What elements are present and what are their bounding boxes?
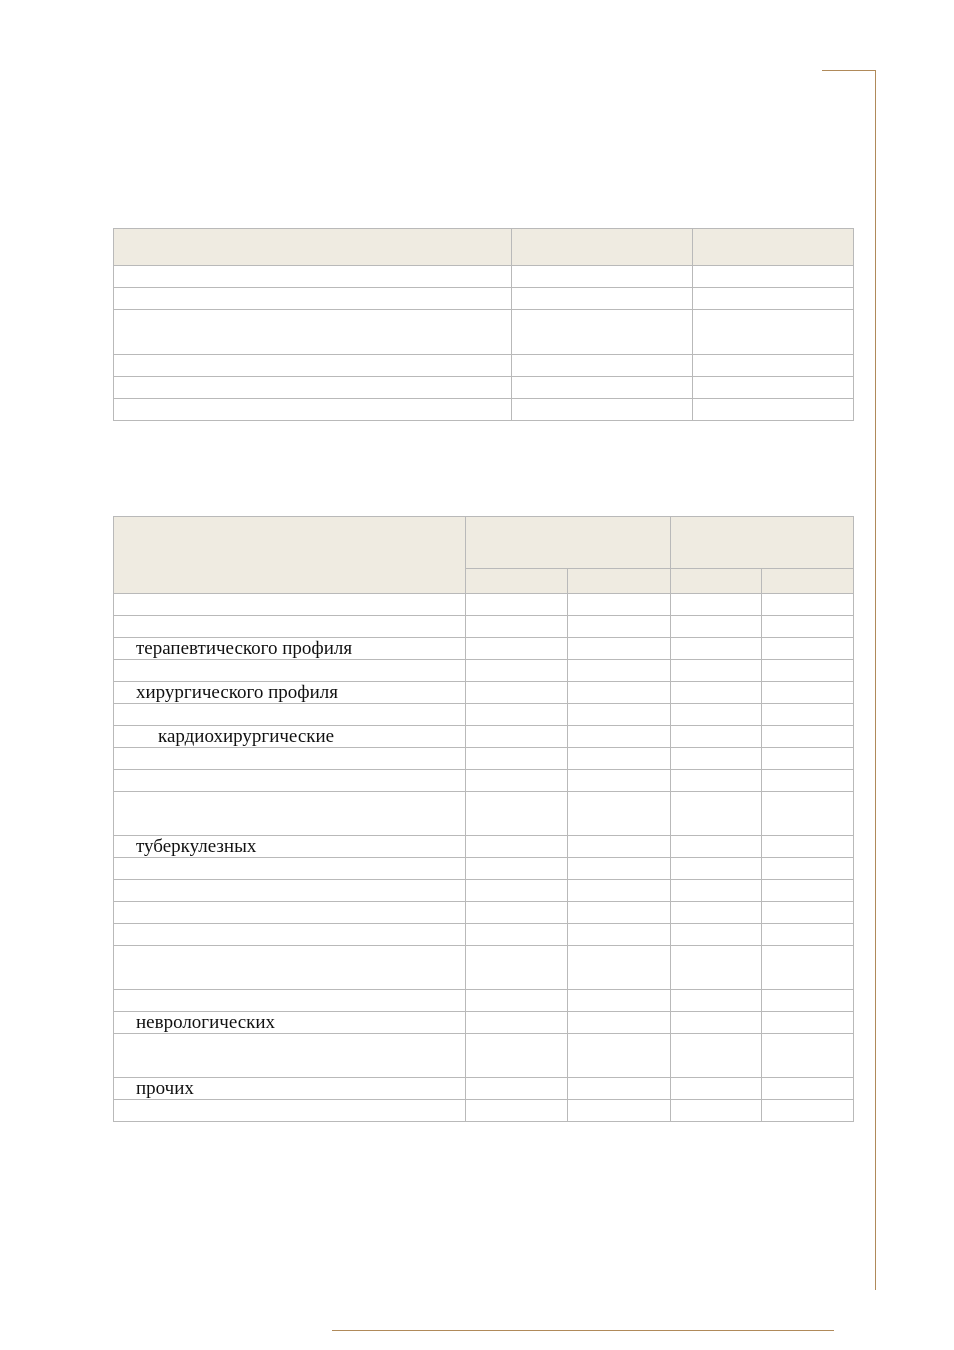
table-2-header-group xyxy=(466,517,671,569)
table-cell xyxy=(568,858,671,880)
frame-border-bottom xyxy=(332,1330,834,1331)
table-cell xyxy=(568,638,671,660)
table-cell xyxy=(762,836,854,858)
table-2-header-row-1 xyxy=(114,517,854,569)
row-label xyxy=(114,902,466,924)
table-cell xyxy=(671,660,762,682)
table-cell xyxy=(568,946,671,990)
row-label: терапевтического профиля xyxy=(114,638,466,660)
table-cell xyxy=(568,770,671,792)
table-cell xyxy=(568,902,671,924)
table-cell xyxy=(466,836,568,858)
table-row xyxy=(114,990,854,1012)
table-cell xyxy=(671,616,762,638)
table-cell xyxy=(466,990,568,1012)
frame-border-top xyxy=(822,70,876,71)
table-cell xyxy=(466,946,568,990)
table-cell xyxy=(762,770,854,792)
table-row xyxy=(114,704,854,726)
table-cell xyxy=(568,1100,671,1122)
table-cell xyxy=(568,1034,671,1078)
table-row xyxy=(114,616,854,638)
table-cell xyxy=(762,902,854,924)
table-row xyxy=(114,858,854,880)
table-cell xyxy=(568,1078,671,1100)
table-cell xyxy=(671,902,762,924)
table-row xyxy=(114,288,854,310)
table-cell xyxy=(671,748,762,770)
table-row xyxy=(114,1034,854,1078)
table-cell xyxy=(671,1012,762,1034)
row-label xyxy=(114,704,466,726)
table-cell xyxy=(568,726,671,748)
table-cell xyxy=(671,990,762,1012)
row-label: хирургического профиля xyxy=(114,682,466,704)
table-cell xyxy=(762,616,854,638)
table-row xyxy=(114,726,854,748)
table-cell xyxy=(466,748,568,770)
table-cell xyxy=(671,924,762,946)
table-cell xyxy=(568,748,671,770)
table-cell xyxy=(568,616,671,638)
table-cell xyxy=(762,682,854,704)
row-label xyxy=(114,880,466,902)
table-cell xyxy=(466,858,568,880)
table-row xyxy=(114,792,854,836)
table-cell xyxy=(671,594,762,616)
table-cell xyxy=(671,1034,762,1078)
row-label: прочих xyxy=(114,1078,466,1100)
table-row xyxy=(114,310,854,355)
table-cell xyxy=(762,748,854,770)
table-1 xyxy=(113,228,854,421)
table-cell xyxy=(762,594,854,616)
row-label: неврологических xyxy=(114,1012,466,1034)
table-1-header-cell xyxy=(114,229,512,266)
row-label xyxy=(114,616,466,638)
table-cell xyxy=(671,1078,762,1100)
table-cell xyxy=(568,836,671,858)
row-label xyxy=(114,990,466,1012)
table-row xyxy=(114,399,854,421)
table-cell xyxy=(762,990,854,1012)
row-label xyxy=(114,792,466,836)
table-cell xyxy=(568,792,671,836)
table-cell xyxy=(671,1100,762,1122)
table-2-subheader-cell xyxy=(568,569,671,594)
table-cell xyxy=(466,682,568,704)
table-row xyxy=(114,748,854,770)
table-cell xyxy=(671,836,762,858)
table-cell xyxy=(762,1012,854,1034)
table-row xyxy=(114,1100,854,1122)
row-label xyxy=(114,594,466,616)
table-cell xyxy=(466,924,568,946)
table-cell xyxy=(466,880,568,902)
table-cell xyxy=(671,770,762,792)
table-cell xyxy=(762,704,854,726)
table-cell xyxy=(762,924,854,946)
row-label: кардиохирургические xyxy=(114,726,466,748)
table-cell xyxy=(568,880,671,902)
table-cell xyxy=(762,1100,854,1122)
table-cell xyxy=(466,1100,568,1122)
row-label xyxy=(114,1034,466,1078)
table-cell xyxy=(568,682,671,704)
table-2 xyxy=(113,516,854,1122)
table-row xyxy=(114,266,854,288)
row-label xyxy=(114,924,466,946)
table-cell xyxy=(671,682,762,704)
table-cell xyxy=(762,1078,854,1100)
table-cell xyxy=(466,616,568,638)
table-row xyxy=(114,638,854,660)
table-row xyxy=(114,836,854,858)
table-cell xyxy=(568,594,671,616)
table-1-header-cell xyxy=(512,229,693,266)
table-cell xyxy=(466,594,568,616)
table-cell xyxy=(466,638,568,660)
table-cell xyxy=(466,770,568,792)
table-row xyxy=(114,924,854,946)
table-cell xyxy=(568,990,671,1012)
table-2-subheader-cell xyxy=(466,569,568,594)
table-cell xyxy=(466,792,568,836)
table-cell xyxy=(762,880,854,902)
table-row xyxy=(114,377,854,399)
table-cell xyxy=(671,880,762,902)
table-cell xyxy=(671,792,762,836)
table-cell xyxy=(671,858,762,880)
row-label: туберкулезных xyxy=(114,836,466,858)
frame-border-right xyxy=(875,70,876,1290)
table-2-header-cell xyxy=(114,517,466,594)
table-cell xyxy=(762,638,854,660)
table-cell xyxy=(466,704,568,726)
table-cell xyxy=(466,726,568,748)
table-cell xyxy=(671,946,762,990)
table-1-header xyxy=(114,229,854,266)
table-cell xyxy=(466,1078,568,1100)
table-row xyxy=(114,682,854,704)
row-label xyxy=(114,660,466,682)
table-cell xyxy=(762,946,854,990)
table-2-subheader-cell xyxy=(762,569,854,594)
table-cell xyxy=(762,1034,854,1078)
table-cell xyxy=(762,858,854,880)
table-2-subheader-cell xyxy=(671,569,762,594)
row-label xyxy=(114,1100,466,1122)
row-label xyxy=(114,946,466,990)
table-cell xyxy=(671,638,762,660)
table-cell xyxy=(466,660,568,682)
row-label xyxy=(114,858,466,880)
table-cell xyxy=(671,704,762,726)
row-label xyxy=(114,748,466,770)
table-cell xyxy=(762,792,854,836)
table-2-body xyxy=(114,594,854,1122)
table-cell xyxy=(466,1034,568,1078)
table-row xyxy=(114,1012,854,1034)
table-cell xyxy=(762,726,854,748)
row-label xyxy=(114,770,466,792)
table-row xyxy=(114,594,854,616)
table-row xyxy=(114,880,854,902)
table-cell xyxy=(568,704,671,726)
table-row xyxy=(114,660,854,682)
table-2-header-group xyxy=(671,517,854,569)
table-cell xyxy=(568,924,671,946)
table-row xyxy=(114,1078,854,1100)
table-row xyxy=(114,770,854,792)
table-row xyxy=(114,355,854,377)
table-row xyxy=(114,902,854,924)
table-cell xyxy=(466,1012,568,1034)
table-cell xyxy=(671,726,762,748)
table-cell xyxy=(568,1012,671,1034)
table-cell xyxy=(762,660,854,682)
table-row xyxy=(114,946,854,990)
table-cell xyxy=(568,660,671,682)
table-1-header-cell xyxy=(693,229,854,266)
table-cell xyxy=(466,902,568,924)
